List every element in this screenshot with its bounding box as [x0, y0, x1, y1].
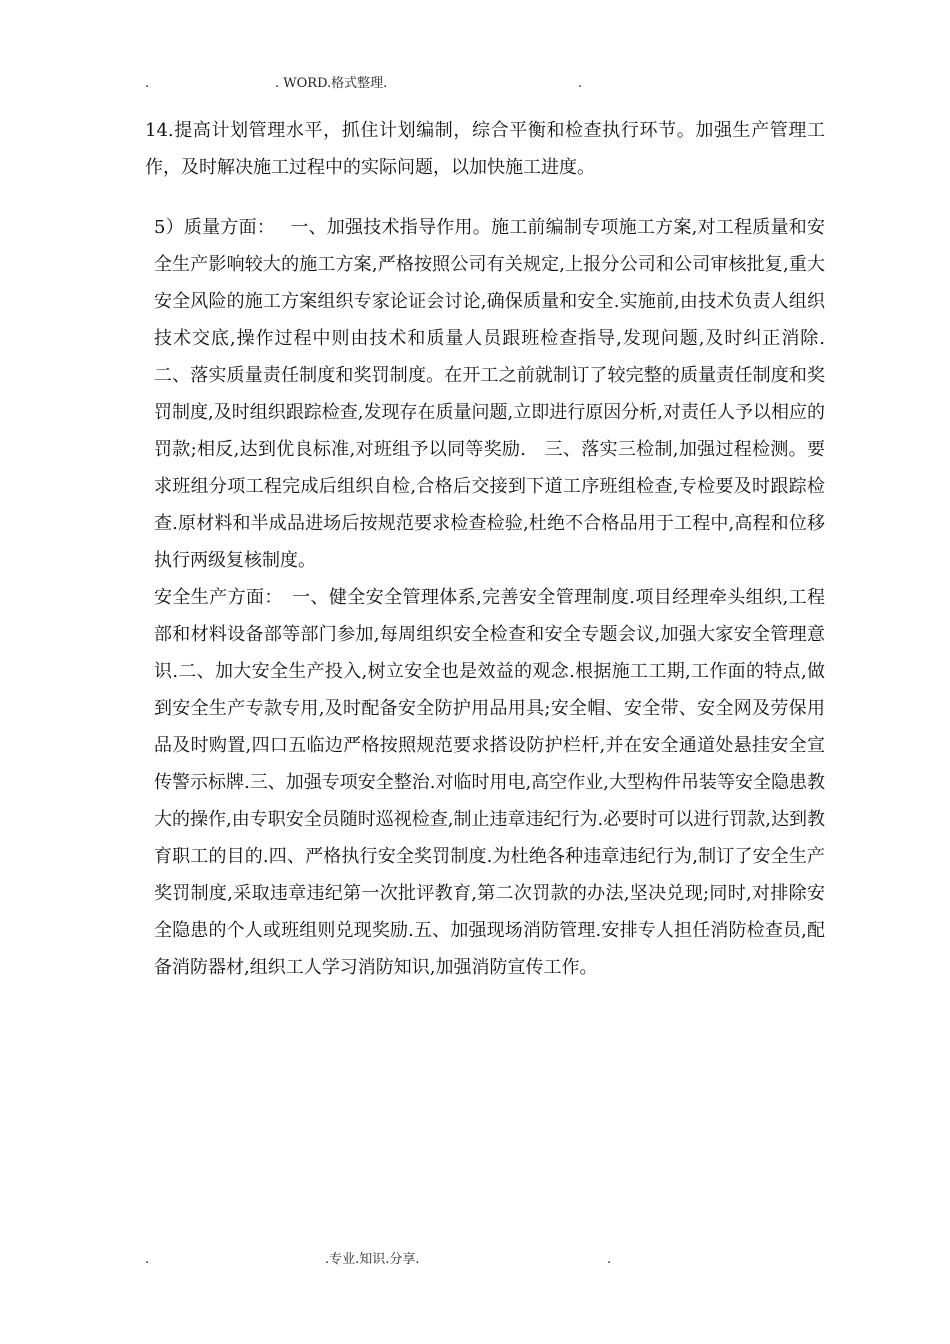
header-right-dot: . — [578, 76, 583, 91]
header-left-dot: . — [145, 76, 150, 91]
paragraph-safety: 安全生产方面： 一、健全安全管理体系,完善安全管理制度.项目经理牵头组织,工程部和材料设备部等部门参加,每周组织安全检查和安全专题会议,加强大家安全管理意识.二、加大安全生产投入,树立安全也是效益的观念.根据施工工期,工作面的特点,做到安全生产专款专用,及时配备安全防护用品用具;安全帽、安全带、安全网及劳保用品及时购置,四口五临边严格按照规范要求搭设防护栏杆,并在安全通道处悬挂安全宣传警示标牌.三、加强专项安全整治.对临时用电,高空作业,大型构件吊装等安全隐患教大的操作,由专职安全员随时巡视检查,制止违章违纪行为.必要时可以进行罚款,达到教育职工的目的.四、严格执行安全奖罚制度.为杜绝各种违章违纪行为,制订了安全生产奖罚制度,采取违章违纪第一次批评教育,第二次罚款的办法,坚决兑现;同时,对排除安全隐患的个人或班组则兑现奖励.五、加强现场消防管理.安排专人担任消防检查员,配备消防器材,组织工人学习消防知识,加强消防宣传工作。 — [154, 587, 825, 978]
paragraph-planning: 14.提高计划管理水平，抓住计划编制，综合平衡和检查执行环节。加强生产管理工作，及时解决施工过程中的实际问题，以加快施工进度。 — [145, 120, 825, 178]
footer-right-dot: . — [607, 1252, 612, 1267]
footer-title: .专业.知识.分享. — [325, 1252, 420, 1267]
footer-left-dot: . — [145, 1252, 150, 1267]
header-title: . WORD.格式整理. — [275, 76, 388, 91]
paragraph-quality: 5）质量方面： 一、加强技术指导作用。施工前编制专项施工方案,对工程质量和安全生产影响较大的施工方案,严格按照公司有关规定,上报分公司和公司审核批复,重大安全风险的施工方案组织专家论证会讨论,确保质量和安全.实施前,由技术负责人组织技术交底,操作过程中则由技术和质量人员跟班检查指导,发现问题,及时纠正消除. 二、落实质量责任制度和奖罚制度。在开工之前就制订了较完整的质量责任制度和奖罚制度,及时组织跟踪检查,发现存在质量问题,立即进行原因分析,对责任人予以相应的罚款;相反,达到优良标准,对班组予以同等奖励. 三、落实三检制,加强过程检测。要求班组分项工程完成后组织自检,合格后交接到下道工序班组检查,专检要及时跟踪检查.原材料和半成品进场后按规范要求检查检验,杜绝不合格品用于工程中,高程和位移执行两级复核制度。 — [154, 217, 843, 571]
document-body — [145, 112, 843, 986]
